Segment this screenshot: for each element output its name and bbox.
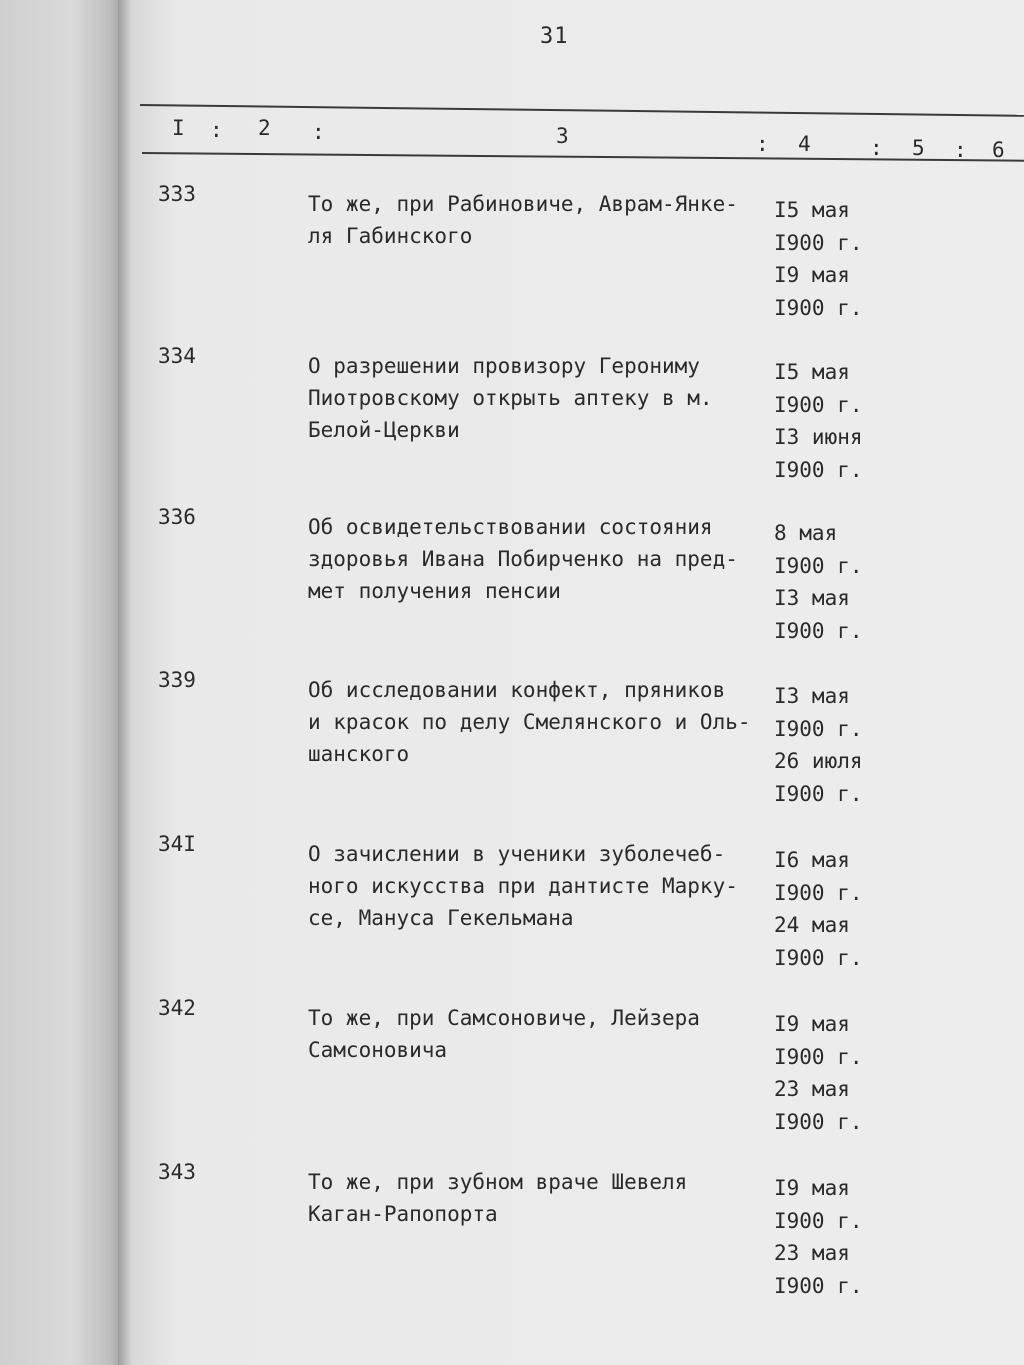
entry-description: То же, при зубном враче Шевеля Каган-Рапопорта: [308, 1170, 688, 1226]
column-header-5: 5: [912, 136, 925, 160]
page-number: 31: [540, 24, 569, 49]
entry-number: 334: [158, 344, 196, 368]
entry-number: 333: [158, 182, 196, 206]
column-separator: :: [756, 132, 769, 156]
entry-description: Об исследовании конфект, пряников и красок по делу Смелянского и Оль- шанского: [308, 678, 751, 766]
entry-description: То же, при Рабиновиче, Аврам-Янке- ля Габинского: [308, 192, 738, 248]
column-header-2: 2: [258, 116, 271, 140]
entry-dates: I3 мая I900 г. 26 июля I900 г.: [774, 684, 863, 806]
column-header-3: 3: [556, 124, 569, 148]
entry-description: Об освидетельствовании состояния здоровья Ивана Побирченко на пред- мет получения пенсии: [308, 515, 738, 603]
book-binding: [0, 0, 130, 1365]
column-header-4: 4: [798, 132, 811, 156]
column-header-6: 6: [992, 138, 1005, 162]
entry-dates: I5 мая I900 г. I9 мая I900 г.: [774, 198, 863, 320]
entry-description: То же, при Самсоновиче, Лейзера Самсоновича: [308, 1006, 700, 1062]
entry-dates: I6 мая I900 г. 24 мая I900 г.: [774, 848, 863, 970]
column-separator: :: [954, 138, 967, 162]
column-separator: :: [210, 118, 223, 142]
entry-dates: I9 мая I900 г. 23 мая I900 г.: [774, 1176, 863, 1298]
entry-dates: I5 мая I900 г. I3 июня I900 г.: [774, 360, 863, 482]
entry-description: О зачислении в ученики зуболечеб- ного искусства при дантисте Марку- се, Мануса Гекельмана: [308, 842, 738, 930]
entry-dates: I9 мая I900 г. 23 мая I900 г.: [774, 1012, 863, 1134]
entry-description: О разрешении провизору Герониму Пиотровскому открыть аптеку в м. Белой-Церкви: [308, 354, 713, 442]
entry-dates: 8 мая I900 г. I3 мая I900 г.: [774, 521, 863, 643]
entry-number: 343: [158, 1160, 196, 1184]
column-separator: :: [870, 136, 883, 160]
entry-number: 34I: [158, 832, 196, 856]
entry-number: 339: [158, 668, 196, 692]
entry-number: 342: [158, 996, 196, 1020]
column-header-1: I: [172, 116, 185, 140]
entry-number: 336: [158, 505, 196, 529]
column-separator: :: [312, 120, 325, 144]
